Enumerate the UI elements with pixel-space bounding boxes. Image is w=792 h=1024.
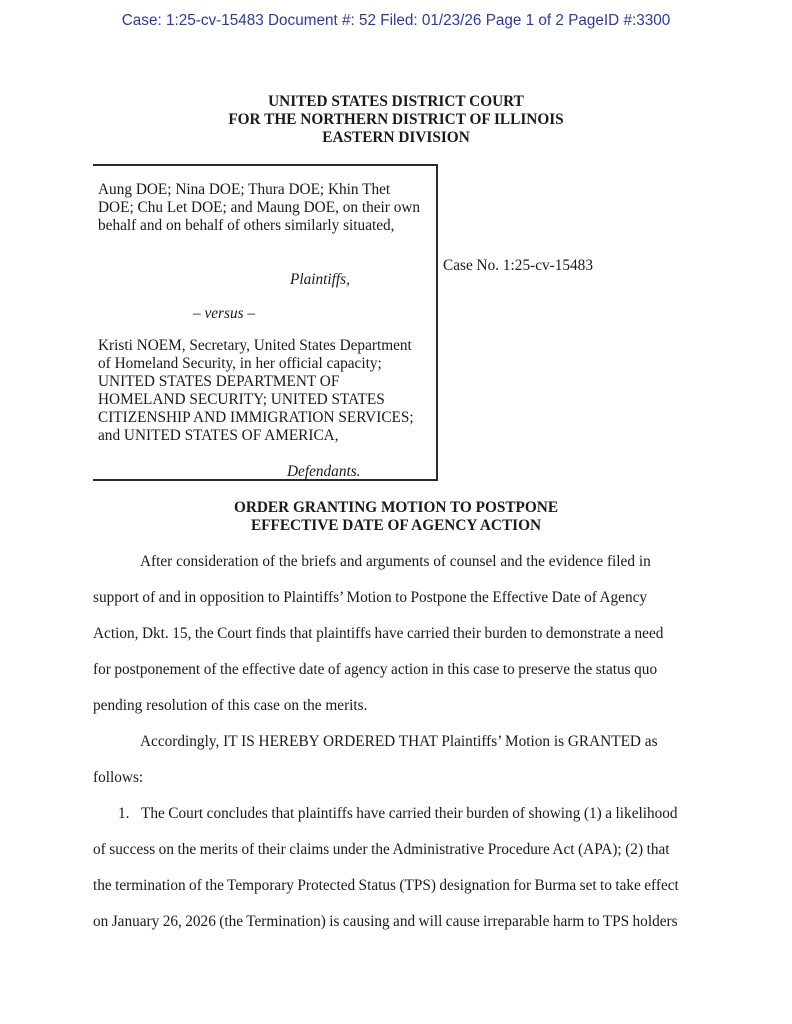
caption-box-top-border [93, 164, 438, 166]
body-line: the termination of the Temporary Protected Status (TPS) designation for Burma set to take effect [93, 877, 679, 894]
filing-stamp: Case: 1:25-cv-15483 Document #: 52 Filed: 01/23/26 Page 1 of 2 PageID #:3300 [121, 12, 671, 29]
body-line: on January 26, 2026 (the Termination) is causing and will cause irreparable harm to TPS holders [93, 913, 678, 930]
caption-line: Kristi NOEM, Secretary, United States Department [98, 337, 412, 354]
court-heading-line: UNITED STATES DISTRICT COURT [268, 93, 524, 110]
defendants-names [98, 337, 414, 445]
item-number: 1. [118, 805, 130, 822]
caption-line: UNITED STATES DEPARTMENT OF [98, 373, 340, 390]
caption-line: DOE; Chu Let DOE; and Maung DOE, on their own [98, 199, 421, 216]
order-title-line: ORDER GRANTING MOTION TO POSTPONE [233, 499, 559, 516]
body-line: support of and in opposition to Plaintiffs’ Motion to Postpone the Effective Date of Agency [93, 589, 648, 606]
body-line: Action, Dkt. 15, the Court finds that plaintiffs have carried their burden to demonstrate a need [93, 625, 664, 642]
caption-line: and UNITED STATES OF AMERICA, [98, 427, 339, 444]
caption-line: Aung DOE; Nina DOE; Thura DOE; Khin Thet [98, 181, 391, 198]
order-title-line: EFFECTIVE DATE OF AGENCY ACTION [250, 517, 542, 534]
body-line: of success on the merits of their claims under the Administrative Procedure Act (APA); (2) that [93, 841, 670, 858]
court-heading [0, 93, 792, 147]
caption-line: behalf and on behalf of others similarly situated, [98, 217, 395, 234]
body-line: The Court concludes that plaintiffs have carried their burden of showing (1) a likelihood [141, 805, 678, 822]
court-heading-line: FOR THE NORTHERN DISTRICT OF ILLINOIS [228, 111, 564, 128]
case-number: Case No. 1:25-cv-15483 [443, 257, 593, 274]
caption-box-right-border [436, 164, 438, 481]
defendants-label: Defendants. [287, 463, 361, 480]
court-heading-line: EASTERN DIVISION [322, 129, 470, 146]
body-line: follows: [93, 769, 144, 786]
body-line: Accordingly, IT IS HEREBY ORDERED THAT Plaintiffs’ Motion is GRANTED as [140, 733, 658, 750]
plaintiffs-label: Plaintiffs, [290, 271, 350, 288]
caption-line: HOMELAND SECURITY; UNITED STATES [98, 391, 385, 408]
order-title [0, 499, 792, 535]
versus-label: – versus – [193, 305, 256, 322]
plaintiffs-names [98, 181, 420, 235]
caption-line: CITIZENSHIP AND IMMIGRATION SERVICES; [98, 409, 414, 426]
body-line: After consideration of the briefs and arguments of counsel and the evidence filed in [140, 553, 651, 570]
body-line: pending resolution of this case on the merits. [93, 697, 368, 714]
body-line: for postponement of the effective date of agency action in this case to preserve the status quo [93, 661, 658, 678]
caption-box-bottom-border [93, 479, 438, 481]
caption-line: of Homeland Security, in her official capacity; [98, 355, 382, 372]
